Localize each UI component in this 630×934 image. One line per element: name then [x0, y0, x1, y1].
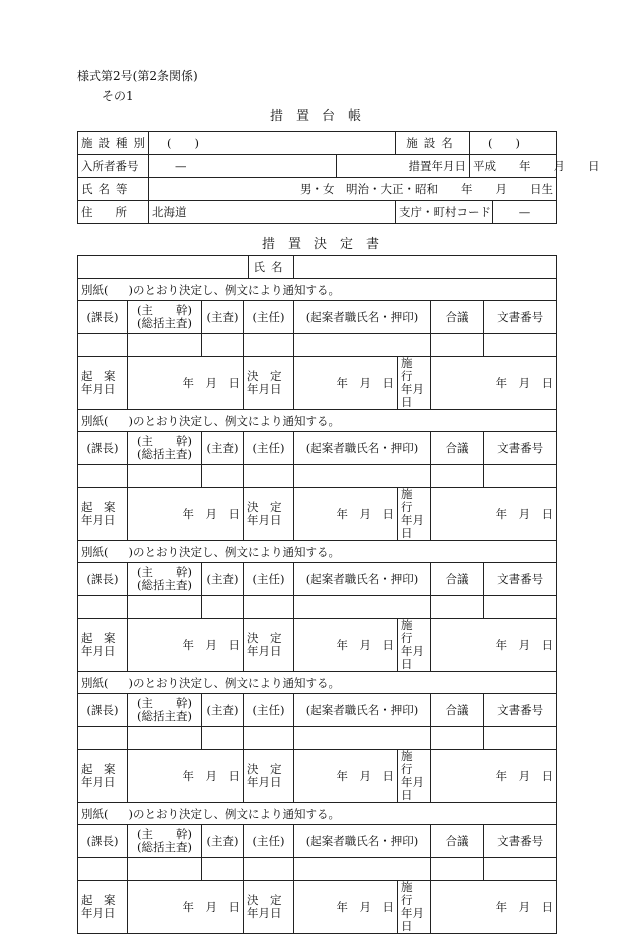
officer-stamp[interactable]: [244, 334, 294, 357]
officer-label: (主任): [244, 301, 294, 334]
drafter-stamp[interactable]: [294, 334, 431, 357]
enforce-date-label: [398, 488, 431, 541]
document-number-label: 文書番号: [484, 563, 557, 596]
document-number-label: 文書番号: [484, 694, 557, 727]
decide-date-label-line2: 年月日: [247, 775, 282, 789]
enforce-date-value[interactable]: 年 月 日: [431, 357, 557, 410]
council-stamp[interactable]: [431, 334, 484, 357]
decide-date-label: [244, 881, 294, 934]
main-inspector-line2: (総括主査): [137, 316, 192, 330]
decision-statement: [78, 672, 557, 694]
enforce-date-value[interactable]: 年 月 日: [431, 619, 557, 672]
decision-statement-row: [78, 803, 557, 825]
decide-date-label-line2: 年月日: [247, 906, 282, 920]
main-inspector-label: [128, 563, 202, 596]
inspector-label: (主査): [202, 694, 244, 727]
ledger-title: 措置台帳: [270, 109, 375, 124]
decide-date-label-line1: 決 定: [247, 762, 282, 776]
decision-statement: [78, 410, 557, 432]
decision-name-value[interactable]: [294, 256, 557, 279]
chief-stamp[interactable]: [78, 596, 128, 619]
document-number-label: 文書番号: [484, 825, 557, 858]
document-number-field[interactable]: [484, 727, 557, 750]
inspector-stamp[interactable]: [202, 858, 244, 881]
inspector-stamp[interactable]: [202, 465, 244, 488]
approval-stamp-row: [78, 596, 557, 619]
main-inspector-line2: (総括主査): [137, 447, 192, 461]
statement-prefix: 別紙(: [81, 675, 109, 690]
drafter-stamp[interactable]: [294, 727, 431, 750]
enforce-date-label-line1: 施 行: [401, 618, 425, 645]
facility-type-label: 施設種別: [78, 132, 149, 155]
main-inspector-stamp[interactable]: [128, 727, 202, 750]
draft-date-label-line2: 年月日: [81, 382, 116, 396]
statement-suffix: )のとおり決定し、例文により通知する。: [128, 413, 340, 428]
name-blank: [78, 256, 249, 279]
decide-date-label-line1: 決 定: [247, 893, 282, 907]
council-label: 合議: [431, 825, 484, 858]
statement-suffix: )のとおり決定し、例文により通知する。: [128, 806, 340, 821]
main-inspector-line1: (主 幹): [137, 696, 192, 710]
drafter-label: (起案者職氏名・押印): [294, 301, 431, 334]
drafter-stamp[interactable]: [294, 465, 431, 488]
draft-date-value[interactable]: 年 月 日: [128, 881, 244, 934]
draft-date-label: [78, 619, 128, 672]
draft-date-label: [78, 750, 128, 803]
council-label: 合議: [431, 432, 484, 465]
decide-date-value[interactable]: 年 月 日: [294, 619, 398, 672]
main-inspector-label: [128, 694, 202, 727]
decide-date-label: [244, 357, 294, 410]
enforce-date-value[interactable]: 年 月 日: [431, 488, 557, 541]
enforce-date-label: [398, 881, 431, 934]
officer-stamp[interactable]: [244, 465, 294, 488]
main-inspector-line1: (主 幹): [137, 303, 192, 317]
statement-suffix: )のとおり決定し、例文により通知する。: [128, 675, 340, 690]
name-label: 氏名等: [78, 178, 149, 201]
inspector-label: (主査): [202, 432, 244, 465]
approval-header-row: [78, 694, 557, 727]
council-stamp[interactable]: [431, 465, 484, 488]
draft-date-label-line1: 起 案: [81, 631, 116, 645]
approval-stamp-row: [78, 465, 557, 488]
branch-code-label: 支庁・町村コード: [396, 201, 493, 224]
main-inspector-label: [128, 825, 202, 858]
inspector-stamp[interactable]: [202, 334, 244, 357]
decision-statement: [78, 803, 557, 825]
dates-row: [78, 488, 557, 541]
form-number: 様式第2号(第2条関係): [77, 69, 198, 83]
branch-code-value[interactable]: —: [493, 201, 557, 224]
main-inspector-stamp[interactable]: [128, 334, 202, 357]
draft-date-label: [78, 357, 128, 410]
main-inspector-stamp[interactable]: [128, 858, 202, 881]
facility-name-label: 施設名: [396, 132, 470, 155]
decision-statement: [78, 541, 557, 563]
inspector-label: (主査): [202, 301, 244, 334]
enforce-date-label-line2: 年月日: [401, 382, 425, 409]
statement-prefix: 別紙(: [81, 413, 109, 428]
main-inspector-line1: (主 幹): [137, 434, 192, 448]
officer-label: (主任): [244, 563, 294, 596]
approval-header-row: [78, 301, 557, 334]
council-stamp[interactable]: [431, 596, 484, 619]
draft-date-value[interactable]: 年 月 日: [128, 488, 244, 541]
decision-statement-row: [78, 672, 557, 694]
council-label: 合議: [431, 563, 484, 596]
officer-stamp[interactable]: [244, 596, 294, 619]
resident-number-label: 入所者番号: [78, 155, 149, 178]
draft-date-label-line2: 年月日: [81, 644, 116, 658]
decide-date-label-line2: 年月日: [247, 513, 282, 527]
decide-date-value[interactable]: 年 月 日: [294, 750, 398, 803]
dates-row: [78, 357, 557, 410]
enforce-date-value[interactable]: 年 月 日: [431, 881, 557, 934]
main-inspector-line1: (主 幹): [137, 827, 192, 841]
decide-date-label: [244, 488, 294, 541]
chief-label: (課長): [78, 301, 128, 334]
document-number-field[interactable]: [484, 596, 557, 619]
dates-row: [78, 881, 557, 934]
facility-type-value[interactable]: ( ): [149, 132, 396, 155]
main-inspector-line1: (主 幹): [137, 565, 192, 579]
officer-stamp[interactable]: [244, 858, 294, 881]
council-stamp[interactable]: [431, 858, 484, 881]
address-value[interactable]: 北海道: [149, 201, 396, 224]
statement-prefix: 別紙(: [81, 806, 109, 821]
decide-date-label-line1: 決 定: [247, 631, 282, 645]
main-inspector-stamp[interactable]: [128, 465, 202, 488]
main-inspector-line2: (総括主査): [137, 709, 192, 723]
chief-label: (課長): [78, 432, 128, 465]
chief-stamp[interactable]: [78, 465, 128, 488]
officer-stamp[interactable]: [244, 727, 294, 750]
decision-title: 措置決定書: [262, 237, 393, 252]
inspector-label: (主査): [202, 825, 244, 858]
draft-date-value[interactable]: 年 月 日: [128, 357, 244, 410]
inspector-stamp[interactable]: [202, 596, 244, 619]
chief-stamp[interactable]: [78, 334, 128, 357]
draft-date-label-line2: 年月日: [81, 775, 116, 789]
draft-date-value[interactable]: 年 月 日: [128, 750, 244, 803]
draft-date-label-line2: 年月日: [81, 513, 116, 527]
enforce-date-label-line1: 施 行: [401, 749, 425, 776]
chief-label: (課長): [78, 825, 128, 858]
decision-statement: [78, 279, 557, 301]
resident-number-value[interactable]: —: [149, 155, 337, 178]
decide-date-value[interactable]: 年 月 日: [294, 357, 398, 410]
draft-date-value[interactable]: 年 月 日: [128, 619, 244, 672]
document-number-label: 文書番号: [484, 301, 557, 334]
decide-date-label-line1: 決 定: [247, 369, 282, 383]
decide-date-label: [244, 619, 294, 672]
approval-header-row: [78, 825, 557, 858]
main-inspector-stamp[interactable]: [128, 596, 202, 619]
document-number-field[interactable]: [484, 465, 557, 488]
dates-row: [78, 619, 557, 672]
approval-stamp-row: [78, 858, 557, 881]
decision-statement-row: [78, 279, 557, 301]
decide-date-label: [244, 750, 294, 803]
drafter-stamp[interactable]: [294, 858, 431, 881]
facility-name-value[interactable]: ( ): [470, 132, 557, 155]
enforce-date-label-line2: 年月日: [401, 513, 425, 540]
decision-statement-row: [78, 410, 557, 432]
enforce-date-label-line1: 施 行: [401, 356, 425, 383]
enforce-date-value[interactable]: 年 月 日: [431, 750, 557, 803]
chief-stamp[interactable]: [78, 727, 128, 750]
officer-label: (主任): [244, 694, 294, 727]
statement-prefix: 別紙(: [81, 544, 109, 559]
decide-date-label-line2: 年月日: [247, 644, 282, 658]
approval-header-row: [78, 432, 557, 465]
dates-row: [78, 750, 557, 803]
drafter-label: (起案者職氏名・押印): [294, 563, 431, 596]
draft-date-label-line2: 年月日: [81, 906, 116, 920]
form-part: その1: [102, 89, 134, 103]
document-number-field[interactable]: [484, 858, 557, 881]
drafter-label: (起案者職氏名・押印): [294, 825, 431, 858]
main-inspector-line2: (総括主査): [137, 840, 192, 854]
approval-stamp-row: [78, 334, 557, 357]
decision-name-label: 氏名: [249, 256, 294, 279]
officer-label: (主任): [244, 825, 294, 858]
draft-date-label: [78, 488, 128, 541]
enforce-date-label: [398, 750, 431, 803]
drafter-stamp[interactable]: [294, 596, 431, 619]
draft-date-label: [78, 881, 128, 934]
enforce-date-label: [398, 619, 431, 672]
document-number-field[interactable]: [484, 334, 557, 357]
chief-label: (課長): [78, 694, 128, 727]
ledger-table: [77, 131, 600, 224]
enforce-date-label-line2: 年月日: [401, 644, 425, 671]
statement-suffix: )のとおり決定し、例文により通知する。: [128, 282, 340, 297]
decide-date-value[interactable]: 年 月 日: [294, 488, 398, 541]
name-value[interactable]: 男・女 明治・大正・昭和 年 月 日生: [149, 178, 557, 201]
decide-date-label-line1: 決 定: [247, 500, 282, 514]
decide-date-label-line2: 年月日: [247, 382, 282, 396]
draft-date-label-line1: 起 案: [81, 762, 116, 776]
chief-stamp[interactable]: [78, 858, 128, 881]
enforce-date-label-line2: 年月日: [401, 775, 425, 802]
draft-date-label-line1: 起 案: [81, 369, 116, 383]
approval-stamp-row: [78, 727, 557, 750]
drafter-label: (起案者職氏名・押印): [294, 694, 431, 727]
inspector-label: (主査): [202, 563, 244, 596]
main-inspector-line2: (総括主査): [137, 578, 192, 592]
main-inspector-label: [128, 301, 202, 334]
enforce-date-label-line2: 年月日: [401, 906, 425, 933]
inspector-stamp[interactable]: [202, 727, 244, 750]
document-number-label: 文書番号: [484, 432, 557, 465]
enforce-date-label-line1: 施 行: [401, 880, 425, 907]
drafter-label: (起案者職氏名・押印): [294, 432, 431, 465]
draft-date-label-line1: 起 案: [81, 893, 116, 907]
draft-date-label-line1: 起 案: [81, 500, 116, 514]
statement-prefix: 別紙(: [81, 282, 109, 297]
statement-suffix: )のとおり決定し、例文により通知する。: [128, 544, 340, 559]
officer-label: (主任): [244, 432, 294, 465]
decision-table: [77, 255, 557, 934]
main-inspector-label: [128, 432, 202, 465]
approval-header-row: [78, 563, 557, 596]
decision-statement-row: [78, 541, 557, 563]
decide-date-value[interactable]: 年 月 日: [294, 881, 398, 934]
council-stamp[interactable]: [431, 727, 484, 750]
council-label: 合議: [431, 694, 484, 727]
chief-label: (課長): [78, 563, 128, 596]
address-label: 住 所: [78, 201, 149, 224]
measure-date-label: 措置年月日: [337, 155, 470, 178]
council-label: 合議: [431, 301, 484, 334]
enforce-date-label: [398, 357, 431, 410]
enforce-date-label-line1: 施 行: [401, 487, 425, 514]
measure-date-value[interactable]: 平成 年 月 日: [470, 155, 557, 178]
